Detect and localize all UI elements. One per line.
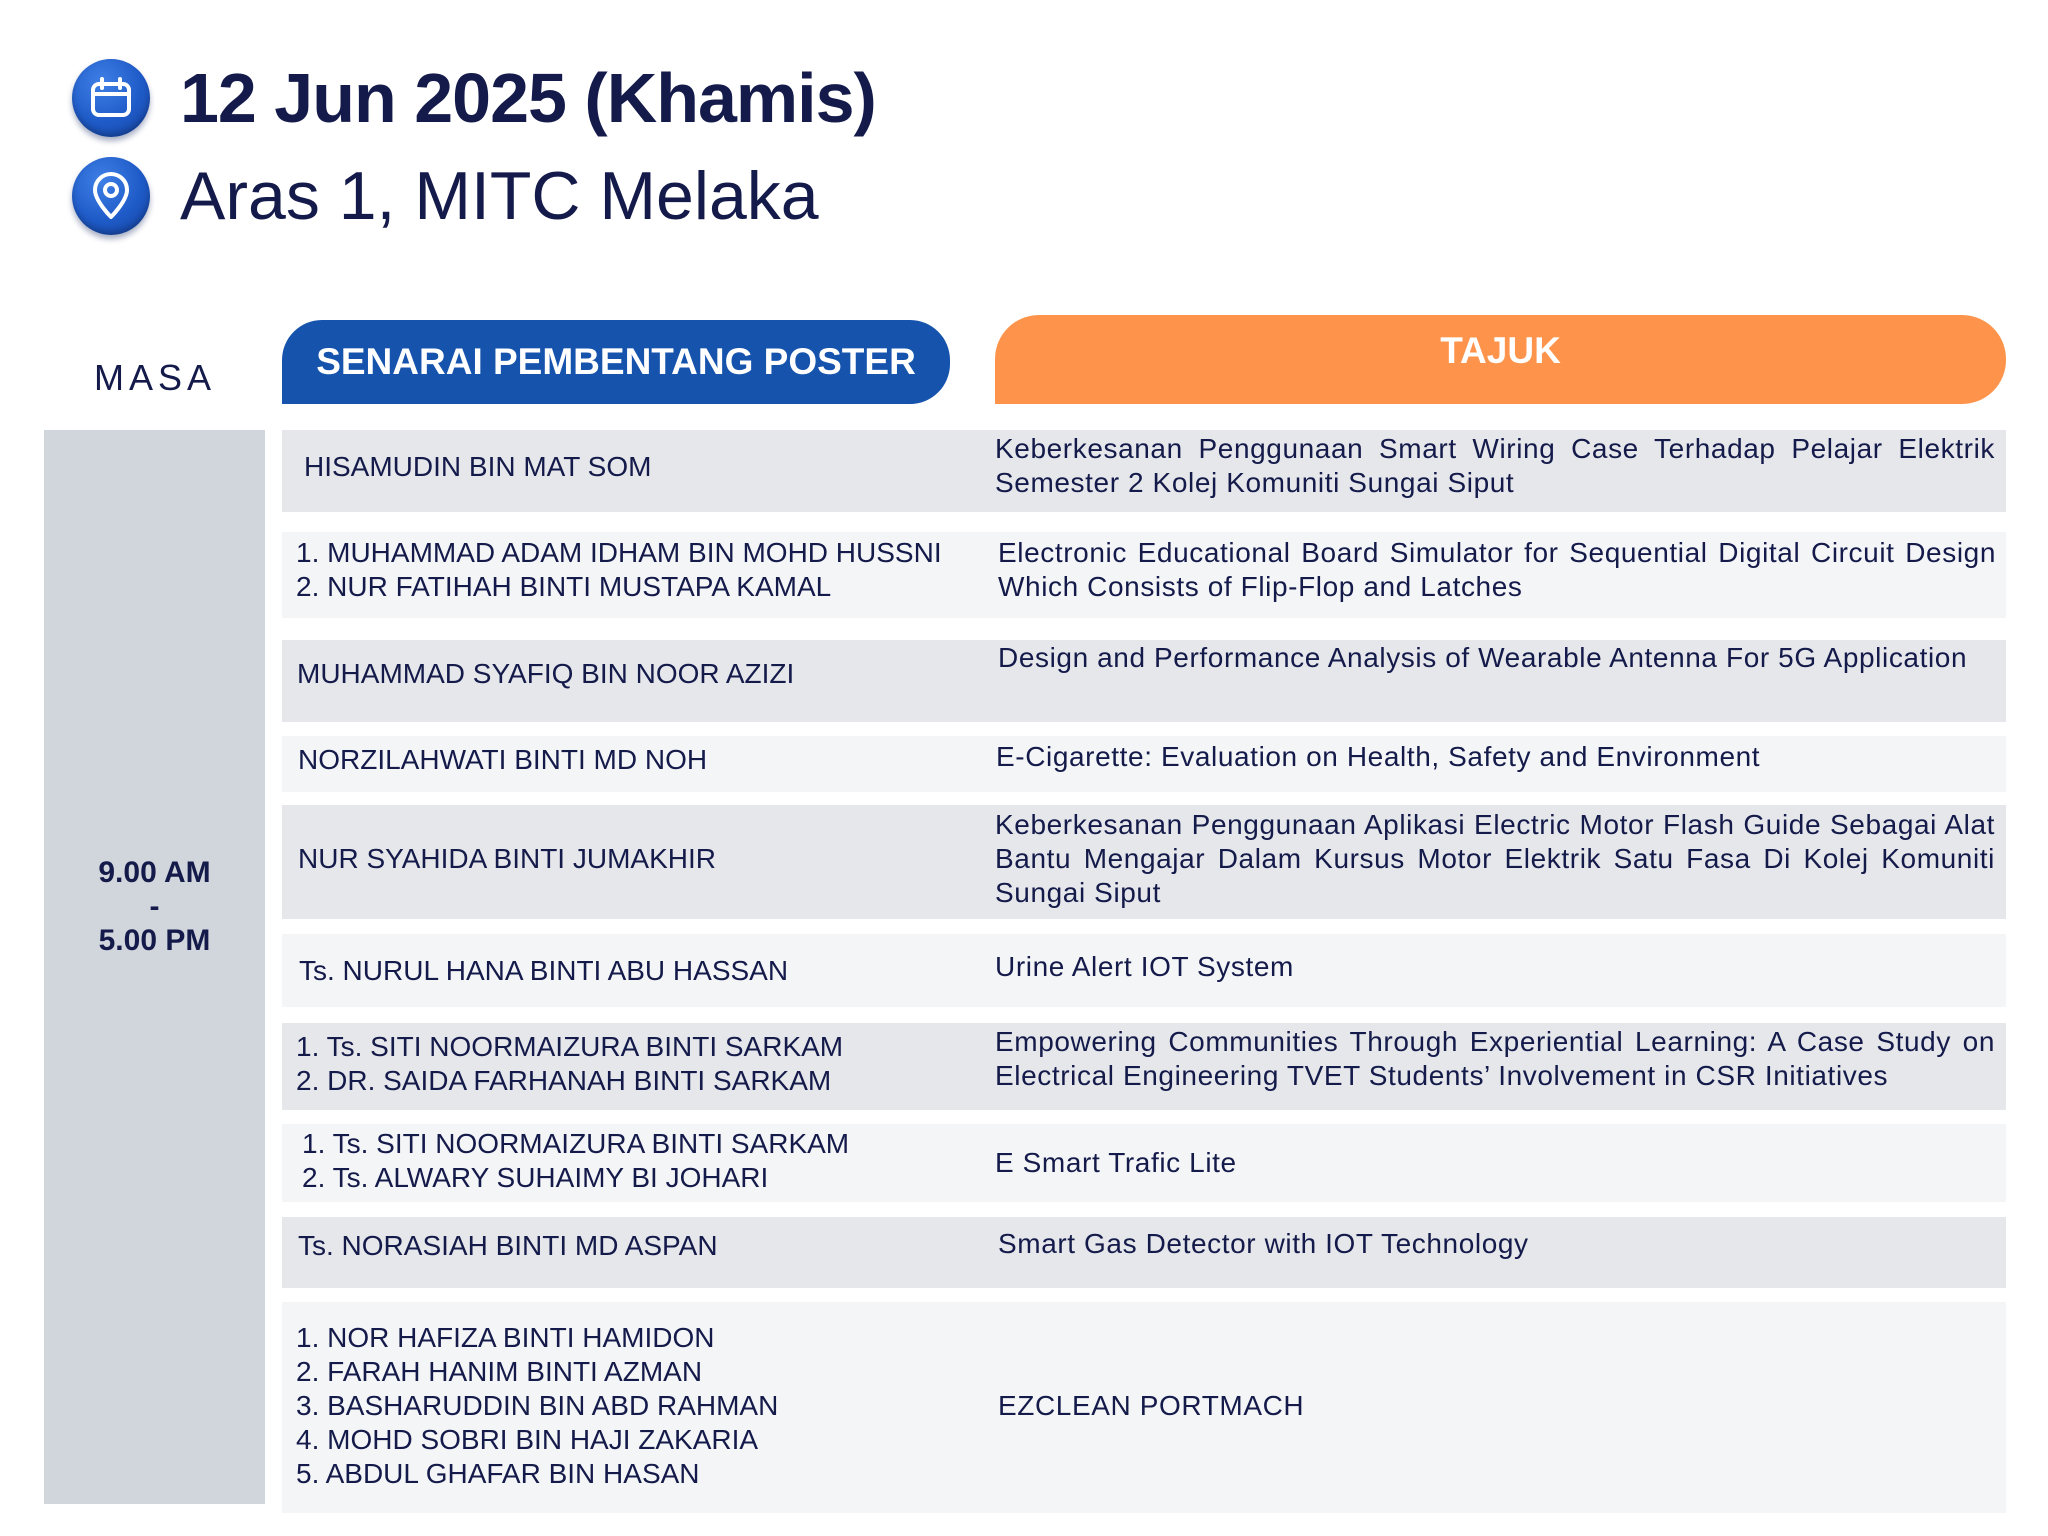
presenter-name: 1. MUHAMMAD ADAM IDHAM BIN MOHD HUSSNI: [296, 537, 942, 568]
presenter-name: HISAMUDIN BIN MAT SOM: [304, 451, 652, 482]
presenter-list: [304, 450, 651, 484]
session-time: [44, 856, 265, 958]
presenter-name: 1. Ts. SITI NOORMAIZURA BINTI SARKAM: [296, 1031, 844, 1062]
poster-title: Empowering Communities Through Experiential Learning: A Case Study on Electrical Engineering TVET Students’ Involvement in CSR Initiatives: [995, 1026, 1995, 1091]
presenter-name: NORZILAHWATI BINTI MD NOH: [298, 744, 708, 775]
event-location: Aras 1, MITC Melaka: [180, 158, 819, 234]
poster-title: Electronic Educational Board Simulator for Sequential Digital Circuit Design Which Consists of Flip-Flop and Latches: [998, 537, 1996, 602]
location-line: [72, 157, 819, 235]
time-column-header: MASA: [93, 357, 217, 398]
presenter-list: [298, 842, 716, 876]
presenter-name: Ts. NURUL HANA BINTI ABU HASSAN: [299, 955, 789, 986]
presenter-list: [302, 1127, 849, 1195]
poster-title: Urine Alert IOT System: [995, 951, 1294, 982]
presenter-name: Ts. NORASIAH BINTI MD ASPAN: [298, 1230, 718, 1261]
event-date: 12 Jun 2025 (Khamis): [180, 59, 876, 137]
presenter-list: [296, 1321, 778, 1491]
presenter-list: [297, 657, 794, 691]
presenter-list: [296, 536, 942, 604]
session-end: 5.00 PM: [98, 924, 211, 957]
location-pin-icon: [72, 157, 150, 235]
presenters-column-header: SENARAI PEMBENTANG POSTER: [282, 320, 950, 404]
presenter-list: [298, 1229, 718, 1263]
poster-title: E-Cigarette: Evaluation on Health, Safety and Environment: [996, 741, 1761, 772]
presenter-name: 1. NOR HAFIZA BINTI HAMIDON: [296, 1322, 715, 1353]
date-line: [72, 58, 876, 138]
poster-title: Keberkesanan Penggunaan Aplikasi Electric Motor Flash Guide Sebagai Alat Bantu Mengajar Dalam Kursus Motor Elektrik Satu Fasa Di Kolej Komuniti Sungai Siput: [995, 809, 1995, 908]
presenter-name: 2. NUR FATIHAH BINTI MUSTAPA KAMAL: [296, 571, 832, 602]
presenter-name: 2. DR. SAIDA FARHANAH BINTI SARKAM: [296, 1065, 832, 1096]
title-column-header: TAJUK: [995, 315, 2006, 404]
poster-title: Keberkesanan Penggunaan Smart Wiring Case Terhadap Pelajar Elektrik Semester 2 Kolej Komuniti Sungai Siput: [995, 433, 1995, 498]
presenter-name: MUHAMMAD SYAFIQ BIN NOOR AZIZI: [297, 658, 795, 689]
session-separator: -: [149, 890, 160, 923]
presenter-name: 4. MOHD SOBRI BIN HAJI ZAKARIA: [296, 1424, 759, 1455]
presenter-list: [296, 1030, 843, 1098]
poster-title: EZCLEAN PORTMACH: [998, 1390, 1305, 1421]
poster-title: Design and Performance Analysis of Wearable Antenna For 5G Application: [998, 642, 1968, 673]
presenter-name: 2. Ts. ALWARY SUHAIMY BI JOHARI: [302, 1162, 769, 1193]
presenter-name: 5. ABDUL GHAFAR BIN HASAN: [296, 1458, 700, 1489]
calendar-icon: [72, 59, 150, 137]
presenter-name: 2. FARAH HANIM BINTI AZMAN: [296, 1356, 703, 1387]
presenter-list: [298, 743, 707, 777]
poster-title: E Smart Trafic Lite: [995, 1147, 1237, 1178]
time-column: [44, 430, 265, 1504]
session-start: 9.00 AM: [98, 856, 211, 889]
presenter-name: 1. Ts. SITI NOORMAIZURA BINTI SARKAM: [302, 1128, 850, 1159]
poster-title: Smart Gas Detector with IOT Technology: [998, 1228, 1529, 1259]
presenter-name: NUR SYAHIDA BINTI JUMAKHIR: [298, 843, 716, 874]
presenter-name: 3. BASHARUDDIN BIN ABD RAHMAN: [296, 1390, 779, 1421]
presenter-list: [299, 954, 788, 988]
